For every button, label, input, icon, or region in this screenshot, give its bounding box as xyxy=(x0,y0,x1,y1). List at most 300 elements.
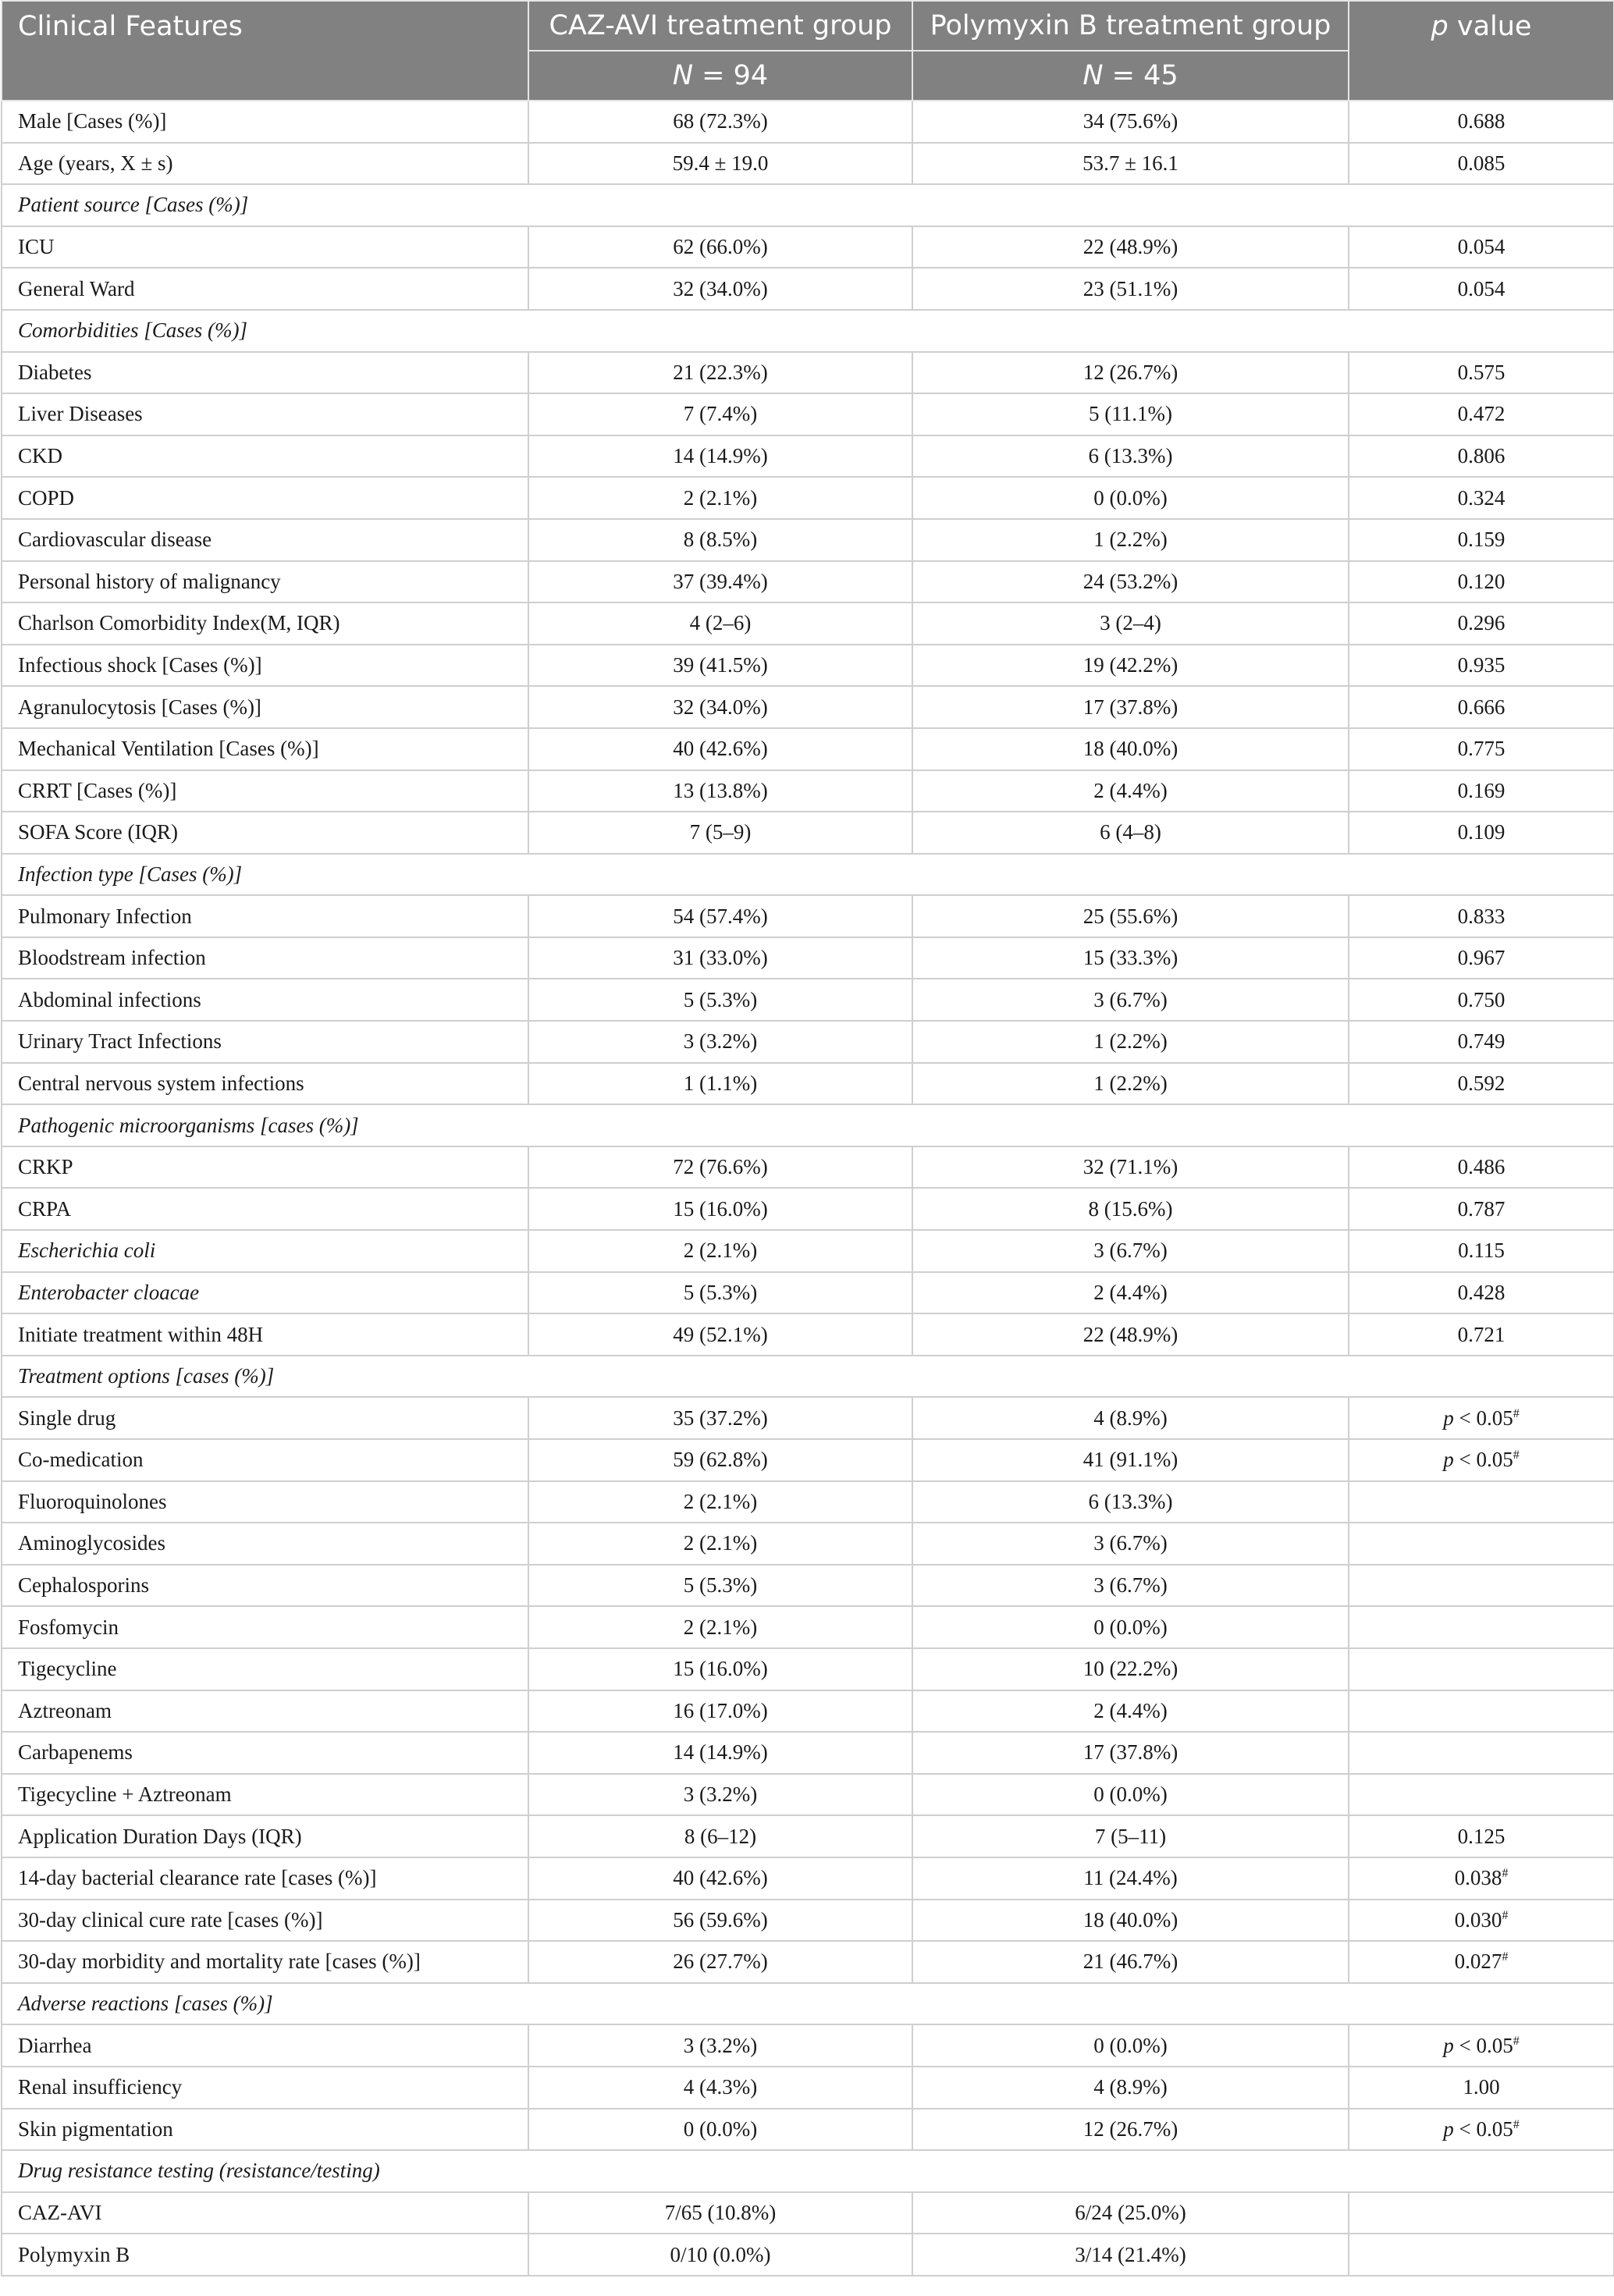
section-label: Adverse reactions [cases (%)] xyxy=(2,1983,1614,2025)
section-row xyxy=(2,1356,1614,1398)
polymyxin-b-value: 3 (6.7%) xyxy=(912,1523,1349,1565)
row-label: CRRT [Cases (%)] xyxy=(2,770,528,812)
section-row xyxy=(2,2150,1614,2192)
p-value xyxy=(1349,1272,1614,1314)
p-value xyxy=(1349,2234,1614,2276)
row-label: CRKP xyxy=(2,1146,528,1189)
p-value xyxy=(1349,1648,1614,1690)
row-label: Application Duration Days (IQR) xyxy=(2,1815,528,1857)
table-row xyxy=(2,143,1614,185)
p-number: 0.115 xyxy=(1458,1239,1505,1263)
significance-marker: # xyxy=(1502,1867,1509,1881)
caz-avi-value: 8 (8.5%) xyxy=(528,519,912,561)
caz-avi-value: 7/65 (10.8%) xyxy=(528,2192,912,2234)
polymyxin-b-value: 22 (48.9%) xyxy=(912,226,1349,268)
table-row xyxy=(2,2234,1614,2276)
row-label: Fosfomycin xyxy=(2,1606,528,1648)
p-number: 0.038 xyxy=(1454,1866,1502,1890)
polymyxin-b-value: 0 (0.0%) xyxy=(912,477,1349,519)
row-label: CRPA xyxy=(2,1188,528,1230)
row-label: Liver Diseases xyxy=(2,393,528,435)
table-row xyxy=(2,477,1614,519)
p-value xyxy=(1349,393,1614,435)
row-label: COPD xyxy=(2,477,528,519)
table-row xyxy=(2,268,1614,310)
p-value xyxy=(1349,435,1614,478)
row-label: Co-medication xyxy=(2,1439,528,1481)
p-value xyxy=(1349,1565,1614,1607)
p-number: 0.935 xyxy=(1457,653,1506,677)
polymyxin-b-value: 11 (24.4%) xyxy=(912,1857,1349,1900)
table-row xyxy=(2,1313,1614,1356)
p-value xyxy=(1349,352,1614,394)
row-label: Diarrhea xyxy=(2,2024,528,2067)
p-value xyxy=(1349,645,1614,687)
caz-avi-value: 0 (0.0%) xyxy=(528,2109,912,2151)
p-number: 0.787 xyxy=(1457,1196,1506,1221)
row-label: ICU xyxy=(2,226,528,268)
table-header xyxy=(2,1,1614,101)
p-value xyxy=(1349,2109,1614,2151)
row-label: General Ward xyxy=(2,268,528,310)
p-value xyxy=(1349,101,1614,143)
table-row xyxy=(2,728,1614,770)
table-row xyxy=(2,1523,1614,1565)
significance-marker: # xyxy=(1502,1908,1509,1922)
caz-avi-value: 14 (14.9%) xyxy=(528,435,912,478)
caz-avi-value: 3 (3.2%) xyxy=(528,2024,912,2067)
header-n-poly-italic: N xyxy=(1083,60,1104,91)
caz-avi-value: 26 (27.7%) xyxy=(528,1941,912,1983)
row-label: 30-day morbidity and mortality rate [cases (%)] xyxy=(2,1941,528,1983)
p-number: 0.967 xyxy=(1457,946,1506,970)
caz-avi-value: 39 (41.5%) xyxy=(528,645,912,687)
clinical-features-table xyxy=(1,0,1614,2276)
table-row xyxy=(2,812,1614,854)
p-number: 0.750 xyxy=(1457,987,1506,1011)
caz-avi-value: 2 (2.1%) xyxy=(528,1606,912,1648)
polymyxin-b-value: 4 (8.9%) xyxy=(912,2067,1349,2109)
row-label: Escherichia coli xyxy=(2,1230,528,1272)
p-value xyxy=(1349,1397,1614,1439)
row-label: Tigecycline + Aztreonam xyxy=(2,1774,528,1816)
caz-avi-value: 35 (37.2%) xyxy=(528,1397,912,1439)
row-label: Abdominal infections xyxy=(2,979,528,1021)
p-number: 0.486 xyxy=(1457,1155,1506,1179)
p-value xyxy=(1349,895,1614,937)
row-label: Aminoglycosides xyxy=(2,1523,528,1565)
row-label: Charlson Comorbidity Index(M, IQR) xyxy=(2,602,528,645)
section-row xyxy=(2,1104,1614,1146)
caz-avi-value: 5 (5.3%) xyxy=(528,1272,912,1314)
table-row xyxy=(2,645,1614,687)
table-row xyxy=(2,435,1614,478)
header-p-italic: p xyxy=(1431,11,1449,42)
p-value xyxy=(1349,1815,1614,1857)
row-label: Renal insufficiency xyxy=(2,2067,528,2109)
section-label: Pathogenic microorganisms [cases (%)] xyxy=(2,1104,1614,1146)
p-number: 0.721 xyxy=(1457,1322,1506,1346)
table-row xyxy=(2,2067,1614,2109)
caz-avi-value: 3 (3.2%) xyxy=(528,1774,912,1816)
caz-avi-value: 13 (13.8%) xyxy=(528,770,912,812)
polymyxin-b-value: 0 (0.0%) xyxy=(912,1774,1349,1816)
p-value xyxy=(1349,268,1614,310)
polymyxin-b-value: 19 (42.2%) xyxy=(912,645,1349,687)
table-row xyxy=(2,1188,1614,1230)
caz-avi-value: 2 (2.1%) xyxy=(528,1481,912,1523)
p-number: 0.428 xyxy=(1457,1280,1506,1304)
table-row xyxy=(2,686,1614,728)
polymyxin-b-value: 0 (0.0%) xyxy=(912,2024,1349,2067)
polymyxin-b-value: 4 (8.9%) xyxy=(912,1397,1349,1439)
row-label: Tigecycline xyxy=(2,1648,528,1690)
caz-avi-value: 14 (14.9%) xyxy=(528,1732,912,1774)
section-row xyxy=(2,310,1614,352)
polymyxin-b-value: 15 (33.3%) xyxy=(912,937,1349,979)
table-row xyxy=(2,352,1614,394)
caz-avi-value: 32 (34.0%) xyxy=(528,268,912,310)
header-caz-avi-group: CAZ-AVI treatment group xyxy=(528,1,912,51)
p-value xyxy=(1349,937,1614,979)
polymyxin-b-value: 2 (4.4%) xyxy=(912,1690,1349,1733)
table-row xyxy=(2,226,1614,268)
table-row xyxy=(2,101,1614,143)
section-label: Comorbidities [Cases (%)] xyxy=(2,310,1614,352)
caz-avi-value: 54 (57.4%) xyxy=(528,895,912,937)
caz-avi-value: 40 (42.6%) xyxy=(528,728,912,770)
p-number: 0.324 xyxy=(1457,485,1506,510)
p-symbol: p xyxy=(1443,2033,1454,2057)
p-value xyxy=(1349,770,1614,812)
row-label: 14-day bacterial clearance rate [cases (%)] xyxy=(2,1857,528,1900)
p-number: 0.575 xyxy=(1457,360,1506,384)
row-label: Single drug xyxy=(2,1397,528,1439)
table-row xyxy=(2,1439,1614,1481)
p-value xyxy=(1349,2067,1614,2109)
polymyxin-b-value: 17 (37.8%) xyxy=(912,1732,1349,1774)
caz-avi-value: 15 (16.0%) xyxy=(528,1648,912,1690)
caz-avi-value: 62 (66.0%) xyxy=(528,226,912,268)
p-value xyxy=(1349,1021,1614,1063)
table-row xyxy=(2,561,1614,603)
table-row xyxy=(2,1900,1614,1942)
table-row xyxy=(2,1021,1614,1063)
section-label: Drug resistance testing (resistance/testing) xyxy=(2,2150,1614,2192)
row-label: CAZ-AVI xyxy=(2,2192,528,2234)
table-row xyxy=(2,2109,1614,2151)
table-row xyxy=(2,1230,1614,1272)
p-value xyxy=(1349,979,1614,1021)
table-row xyxy=(2,2192,1614,2234)
polymyxin-b-value: 25 (55.6%) xyxy=(912,895,1349,937)
caz-avi-value: 0/10 (0.0%) xyxy=(528,2234,912,2276)
header-n-caz xyxy=(528,51,912,101)
header-polymyxin-b-group: Polymyxin B treatment group xyxy=(912,1,1349,51)
row-label: Enterobacter cloacae xyxy=(2,1272,528,1314)
caz-avi-value: 68 (72.3%) xyxy=(528,101,912,143)
p-value xyxy=(1349,226,1614,268)
polymyxin-b-value: 3/14 (21.4%) xyxy=(912,2234,1349,2276)
p-value xyxy=(1349,477,1614,519)
caz-avi-value: 5 (5.3%) xyxy=(528,1565,912,1607)
caz-avi-value: 37 (39.4%) xyxy=(528,561,912,603)
p-value xyxy=(1349,1063,1614,1105)
table-row xyxy=(2,1857,1614,1900)
row-label: Initiate treatment within 48H xyxy=(2,1313,528,1356)
row-label: Mechanical Ventilation [Cases (%)] xyxy=(2,728,528,770)
p-number: 0.120 xyxy=(1457,569,1506,593)
caz-avi-value: 2 (2.1%) xyxy=(528,1230,912,1272)
p-number: 0.775 xyxy=(1457,737,1506,761)
section-row xyxy=(2,1983,1614,2025)
caz-avi-value: 16 (17.0%) xyxy=(528,1690,912,1733)
p-number: 0.472 xyxy=(1457,402,1506,426)
row-label: Aztreonam xyxy=(2,1690,528,1733)
p-number: 0.027 xyxy=(1454,1949,1502,1974)
header-p-rest: value xyxy=(1448,11,1532,42)
p-value xyxy=(1349,812,1614,854)
caz-avi-value: 7 (7.4%) xyxy=(528,393,912,435)
caz-avi-value: 3 (3.2%) xyxy=(528,1021,912,1063)
table-row xyxy=(2,1690,1614,1733)
section-label: Infection type [Cases (%)] xyxy=(2,854,1614,896)
p-value xyxy=(1349,1774,1614,1816)
row-label: Male [Cases (%)] xyxy=(2,101,528,143)
p-number: 0.125 xyxy=(1457,1824,1506,1848)
caz-avi-value: 2 (2.1%) xyxy=(528,477,912,519)
row-label: Infectious shock [Cases (%)] xyxy=(2,645,528,687)
polymyxin-b-value: 18 (40.0%) xyxy=(912,1900,1349,1942)
p-number: 0.666 xyxy=(1457,695,1506,719)
p-number: 0.833 xyxy=(1457,904,1506,928)
polymyxin-b-value: 5 (11.1%) xyxy=(912,393,1349,435)
p-value xyxy=(1349,561,1614,603)
row-label: Cardiovascular disease xyxy=(2,519,528,561)
polymyxin-b-value: 6 (13.3%) xyxy=(912,1481,1349,1523)
p-value xyxy=(1349,1523,1614,1565)
p-value xyxy=(1349,1732,1614,1774)
table-row xyxy=(2,1774,1614,1816)
caz-avi-value: 1 (1.1%) xyxy=(528,1063,912,1105)
caz-avi-value: 5 (5.3%) xyxy=(528,979,912,1021)
header-n-caz-italic: N xyxy=(672,60,694,91)
caz-avi-value: 32 (34.0%) xyxy=(528,686,912,728)
row-label: Fluoroquinolones xyxy=(2,1481,528,1523)
polymyxin-b-value: 3 (2–4) xyxy=(912,602,1349,645)
polymyxin-b-value: 32 (71.1%) xyxy=(912,1146,1349,1189)
p-value xyxy=(1349,1606,1614,1648)
p-value xyxy=(1349,2192,1614,2234)
table-row xyxy=(2,979,1614,1021)
polymyxin-b-value: 18 (40.0%) xyxy=(912,728,1349,770)
row-label: Personal history of malignancy xyxy=(2,561,528,603)
p-value xyxy=(1349,143,1614,185)
table-row xyxy=(2,1063,1614,1105)
table-row xyxy=(2,1606,1614,1648)
section-label: Patient source [Cases (%)] xyxy=(2,184,1614,226)
table-row xyxy=(2,2024,1614,2067)
header-n-caz-value: = 94 xyxy=(693,60,769,91)
table-row xyxy=(2,1648,1614,1690)
significance-marker: # xyxy=(1513,1406,1520,1420)
p-number: 1.00 xyxy=(1463,2075,1500,2099)
polymyxin-b-value: 3 (6.7%) xyxy=(912,1230,1349,1272)
p-value xyxy=(1349,1690,1614,1733)
p-value xyxy=(1349,1313,1614,1356)
caz-avi-value: 72 (76.6%) xyxy=(528,1146,912,1189)
table-row xyxy=(2,1272,1614,1314)
polymyxin-b-value: 0 (0.0%) xyxy=(912,1606,1349,1648)
polymyxin-b-value: 22 (48.9%) xyxy=(912,1313,1349,1356)
polymyxin-b-value: 6/24 (25.0%) xyxy=(912,2192,1349,2234)
table-row xyxy=(2,519,1614,561)
polymyxin-b-value: 1 (2.2%) xyxy=(912,1063,1349,1105)
p-number: < 0.05 xyxy=(1453,1448,1513,1472)
table-row xyxy=(2,1815,1614,1857)
p-symbol: p xyxy=(1443,1448,1454,1472)
p-number: 0.169 xyxy=(1457,778,1506,802)
row-label: CKD xyxy=(2,435,528,478)
p-number: 0.109 xyxy=(1457,820,1506,844)
section-row xyxy=(2,184,1614,226)
polymyxin-b-value: 6 (4–8) xyxy=(912,812,1349,854)
caz-avi-value: 4 (4.3%) xyxy=(528,2067,912,2109)
p-value xyxy=(1349,519,1614,561)
p-value xyxy=(1349,1481,1614,1523)
p-value xyxy=(1349,1439,1614,1481)
p-number: < 0.05 xyxy=(1453,2033,1513,2057)
significance-marker: # xyxy=(1502,1950,1509,1964)
polymyxin-b-value: 1 (2.2%) xyxy=(912,519,1349,561)
header-n-poly-value: = 45 xyxy=(1103,60,1179,91)
caz-avi-value: 49 (52.1%) xyxy=(528,1313,912,1356)
table-row xyxy=(2,1565,1614,1607)
caz-avi-value: 59.4 ± 19.0 xyxy=(528,143,912,185)
polymyxin-b-value: 7 (5–11) xyxy=(912,1815,1349,1857)
p-number: 0.592 xyxy=(1457,1071,1506,1095)
caz-avi-value: 31 (33.0%) xyxy=(528,937,912,979)
p-number: 0.688 xyxy=(1457,109,1506,133)
table-row xyxy=(2,1146,1614,1189)
row-label: Urinary Tract Infections xyxy=(2,1021,528,1063)
p-value xyxy=(1349,1146,1614,1189)
p-number: 0.806 xyxy=(1457,444,1506,468)
polymyxin-b-value: 10 (22.2%) xyxy=(912,1648,1349,1690)
p-value xyxy=(1349,2024,1614,2067)
polymyxin-b-value: 53.7 ± 16.1 xyxy=(912,143,1349,185)
row-label: Cephalosporins xyxy=(2,1565,528,1607)
p-number: 0.749 xyxy=(1457,1029,1506,1054)
header-n-poly xyxy=(912,51,1349,101)
p-number: 0.296 xyxy=(1457,611,1506,635)
p-value xyxy=(1349,686,1614,728)
p-number: 0.159 xyxy=(1457,528,1506,552)
row-label: Diabetes xyxy=(2,352,528,394)
row-label: Pulmonary Infection xyxy=(2,895,528,937)
row-label: Central nervous system infections xyxy=(2,1063,528,1105)
section-label: Treatment options [cases (%)] xyxy=(2,1356,1614,1398)
p-number: 0.085 xyxy=(1457,151,1506,175)
table-row xyxy=(2,895,1614,937)
caz-avi-value: 4 (2–6) xyxy=(528,602,912,645)
p-value xyxy=(1349,1230,1614,1272)
p-value xyxy=(1349,728,1614,770)
polymyxin-b-value: 3 (6.7%) xyxy=(912,979,1349,1021)
p-number: < 0.05 xyxy=(1453,1406,1513,1430)
caz-avi-value: 15 (16.0%) xyxy=(528,1188,912,1230)
table-body xyxy=(2,101,1614,2276)
table-row xyxy=(2,1481,1614,1523)
polymyxin-b-value: 2 (4.4%) xyxy=(912,1272,1349,1314)
polymyxin-b-value: 6 (13.3%) xyxy=(912,435,1349,478)
caz-avi-value: 2 (2.1%) xyxy=(528,1523,912,1565)
p-symbol: p xyxy=(1443,1406,1454,1430)
polymyxin-b-value: 1 (2.2%) xyxy=(912,1021,1349,1063)
p-value xyxy=(1349,1188,1614,1230)
polymyxin-b-value: 23 (51.1%) xyxy=(912,268,1349,310)
table-row xyxy=(2,602,1614,645)
p-number: < 0.05 xyxy=(1453,2117,1513,2141)
row-label: Skin pigmentation xyxy=(2,2109,528,2151)
table-row xyxy=(2,393,1614,435)
p-value xyxy=(1349,1941,1614,1983)
p-value xyxy=(1349,1857,1614,1900)
polymyxin-b-value: 34 (75.6%) xyxy=(912,101,1349,143)
caz-avi-value: 40 (42.6%) xyxy=(528,1857,912,1900)
polymyxin-b-value: 2 (4.4%) xyxy=(912,770,1349,812)
polymyxin-b-value: 3 (6.7%) xyxy=(912,1565,1349,1607)
polymyxin-b-value: 17 (37.8%) xyxy=(912,686,1349,728)
row-label: Carbapenems xyxy=(2,1732,528,1774)
table-row xyxy=(2,770,1614,812)
table-row xyxy=(2,1732,1614,1774)
significance-marker: # xyxy=(1513,2034,1520,2048)
caz-avi-value: 59 (62.8%) xyxy=(528,1439,912,1481)
row-label: SOFA Score (IQR) xyxy=(2,812,528,854)
p-value xyxy=(1349,1900,1614,1942)
table-row xyxy=(2,1941,1614,1983)
section-row xyxy=(2,854,1614,896)
polymyxin-b-value: 41 (91.1%) xyxy=(912,1439,1349,1481)
header-clinical-features: Clinical Features xyxy=(2,1,528,101)
significance-marker: # xyxy=(1513,1448,1520,1463)
caz-avi-value: 8 (6–12) xyxy=(528,1815,912,1857)
caz-avi-value: 7 (5–9) xyxy=(528,812,912,854)
row-label: 30-day clinical cure rate [cases (%)] xyxy=(2,1900,528,1942)
caz-avi-value: 56 (59.6%) xyxy=(528,1900,912,1942)
row-label: Agranulocytosis [Cases (%)] xyxy=(2,686,528,728)
row-label: Age (years, X ± s) xyxy=(2,143,528,185)
row-label: Bloodstream infection xyxy=(2,937,528,979)
row-label: Polymyxin B xyxy=(2,2234,528,2276)
p-value xyxy=(1349,602,1614,645)
table-row xyxy=(2,1397,1614,1439)
polymyxin-b-value: 12 (26.7%) xyxy=(912,2109,1349,2151)
header-p-value xyxy=(1349,1,1614,101)
p-number: 0.030 xyxy=(1454,1907,1502,1932)
polymyxin-b-value: 8 (15.6%) xyxy=(912,1188,1349,1230)
p-number: 0.054 xyxy=(1457,276,1506,300)
caz-avi-value: 21 (22.3%) xyxy=(528,352,912,394)
p-symbol: p xyxy=(1443,2117,1454,2141)
polymyxin-b-value: 12 (26.7%) xyxy=(912,352,1349,394)
p-number: 0.054 xyxy=(1457,235,1506,259)
polymyxin-b-value: 21 (46.7%) xyxy=(912,1941,1349,1983)
polymyxin-b-value: 24 (53.2%) xyxy=(912,561,1349,603)
table-row xyxy=(2,937,1614,979)
significance-marker: # xyxy=(1513,2117,1520,2131)
